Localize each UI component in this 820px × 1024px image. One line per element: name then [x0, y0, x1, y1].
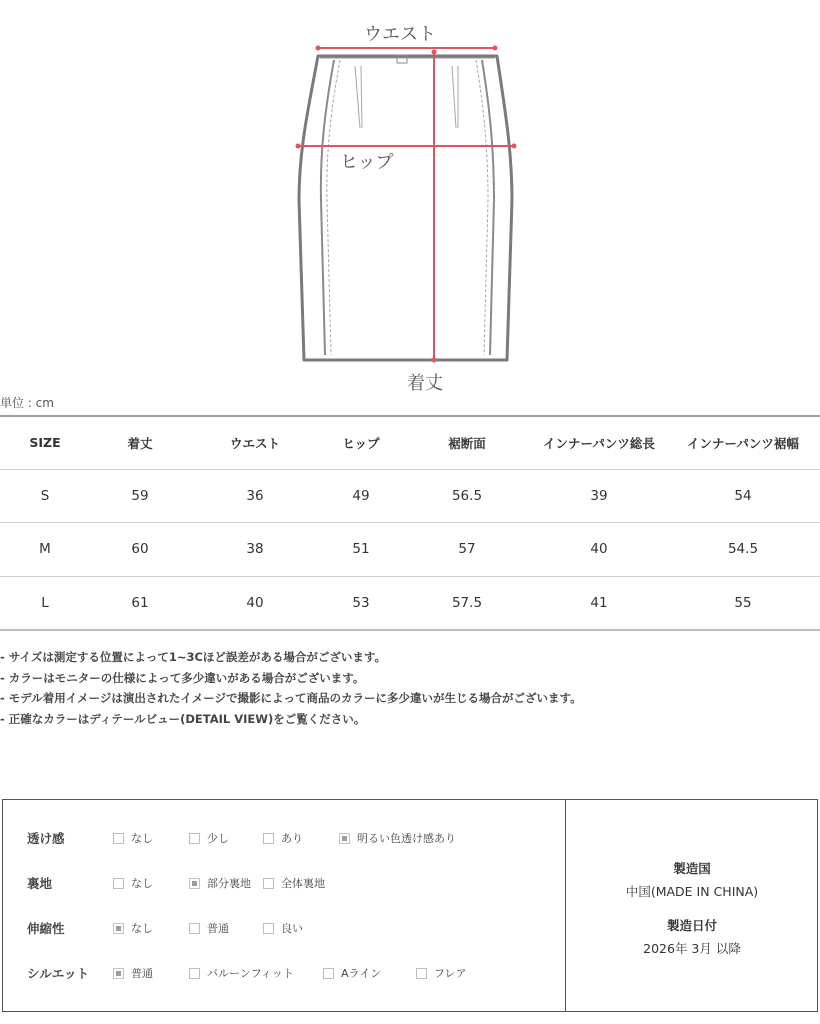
spec-option: [113, 830, 153, 846]
spec-option: [263, 920, 303, 936]
checkbox-icon: [263, 833, 274, 844]
spec-option: [263, 830, 303, 846]
waist-label: ウエスト: [364, 24, 436, 45]
checkbox-icon: [263, 923, 274, 934]
spec-label: 透け感: [27, 831, 65, 846]
unit-label: 単位 : cm: [0, 396, 54, 410]
option-label: 全体裏地: [281, 877, 325, 890]
header-hip: ヒップ: [342, 435, 380, 451]
spec-row-transparency: [3, 828, 566, 848]
spec-label: シルエット: [27, 966, 89, 981]
note-line: - カラーはモニターの仕様によって多少違いがある場合がございます。: [0, 670, 365, 685]
header-waist: ウエスト: [229, 435, 280, 451]
checkbox-icon: [416, 968, 427, 979]
option-label: なし: [131, 922, 153, 935]
checkbox-icon: [189, 968, 200, 979]
table-cell: 59: [131, 487, 149, 504]
header-size: SIZE: [29, 435, 61, 451]
hip-label: ヒップ: [340, 152, 394, 173]
table-cell: 54: [734, 487, 752, 504]
option-label: 普通: [207, 922, 229, 935]
checkbox-checked-icon: [189, 878, 200, 889]
option-label: 良い: [281, 922, 303, 935]
size-table: [0, 415, 820, 631]
checkbox-icon: [113, 833, 124, 844]
checkbox-checked-icon: [339, 833, 350, 844]
origin-value: 中国(MADE IN CHINA): [625, 884, 759, 899]
table-row: [0, 523, 820, 577]
header-length: 着丈: [127, 435, 153, 451]
table-cell: 53: [352, 594, 370, 611]
spec-label: 伸縮性: [27, 921, 65, 936]
checkbox-icon: [189, 833, 200, 844]
spec-row-silhouette: [3, 963, 566, 983]
spec-box: [2, 799, 818, 1012]
table-cell: M: [39, 541, 51, 558]
option-label: なし: [131, 832, 153, 845]
checkbox-checked-icon: [113, 923, 124, 934]
table-row: [0, 576, 820, 630]
manufacture-info: [567, 800, 817, 1011]
spec-option: [189, 830, 229, 846]
table-cell: L: [41, 594, 49, 611]
size-notes: [0, 647, 820, 730]
spec-option: [339, 830, 456, 846]
table-cell: 56.5: [451, 487, 483, 504]
fabric-attributes: [3, 800, 566, 1011]
checkbox-icon: [263, 878, 274, 889]
table-cell: 38: [246, 541, 264, 558]
table-row: [0, 469, 820, 523]
table-cell: 40: [246, 594, 264, 611]
table-cell: 55: [734, 594, 752, 611]
option-label: 部分裏地: [207, 877, 251, 890]
date-title: 製造日付: [666, 918, 717, 933]
skirt-outline: [299, 56, 512, 360]
table-cell: 57.5: [451, 594, 483, 611]
option-label: バルーンフィット: [207, 967, 294, 980]
table-cell: 57: [458, 541, 476, 558]
table-cell: 36: [246, 487, 264, 504]
spec-label: 裏地: [27, 876, 53, 891]
table-cell: 54.5: [727, 541, 759, 558]
spec-option: [189, 875, 251, 891]
option-label: なし: [131, 877, 153, 890]
spec-row-stretch: [3, 918, 566, 938]
table-cell: 60: [131, 541, 149, 558]
spec-option: [113, 965, 153, 981]
option-label: 明るい色透け感あり: [357, 832, 456, 845]
size-table-header: [0, 416, 820, 469]
skirt-diagram: [0, 0, 820, 400]
spec-option: [263, 875, 325, 891]
table-cell: 39: [590, 487, 608, 504]
checkbox-icon: [323, 968, 334, 979]
origin-title: 製造国: [673, 861, 711, 876]
table-cell: S: [40, 487, 50, 504]
option-label: 少し: [207, 832, 229, 845]
spec-option: [113, 875, 153, 891]
option-label: フレア: [434, 967, 467, 980]
table-cell: 61: [131, 594, 149, 611]
option-label: Aライン: [341, 967, 382, 980]
skirt-illustration: [0, 0, 820, 400]
option-label: あり: [281, 832, 303, 845]
checkbox-checked-icon: [113, 968, 124, 979]
spec-option: [416, 965, 467, 981]
checkbox-icon: [189, 923, 200, 934]
date-value: 2026年 3月 以降: [643, 941, 741, 956]
header-inner-hem: インナーパンツ裾幅: [687, 435, 799, 451]
header-inner-length: インナーパンツ総長: [543, 435, 655, 451]
note-line: - サイズは測定する位置によって1~3Cほど誤差がある場合がございます。: [0, 650, 387, 664]
option-label: 普通: [131, 967, 153, 980]
note-line: - モデル着用イメージは演出されたイメージで撮影によって商品のカラーに多少違いが生じる場合がございます。: [0, 691, 582, 706]
spec-option: [323, 965, 381, 981]
spec-option: [113, 920, 153, 936]
spec-option: [189, 920, 229, 936]
table-cell: 41: [590, 594, 608, 611]
table-cell: 40: [590, 541, 608, 558]
spec-option: [189, 965, 294, 981]
checkbox-icon: [113, 878, 124, 889]
spec-row-lining: [3, 873, 566, 893]
header-hem: 裾断面: [448, 435, 486, 451]
length-label: 着丈: [407, 373, 443, 394]
note-line: - 正確なカラーはディテールビュー(DETAIL VIEW)をご覧ください。: [0, 712, 366, 727]
table-cell: 51: [352, 541, 370, 558]
table-cell: 49: [352, 487, 370, 504]
